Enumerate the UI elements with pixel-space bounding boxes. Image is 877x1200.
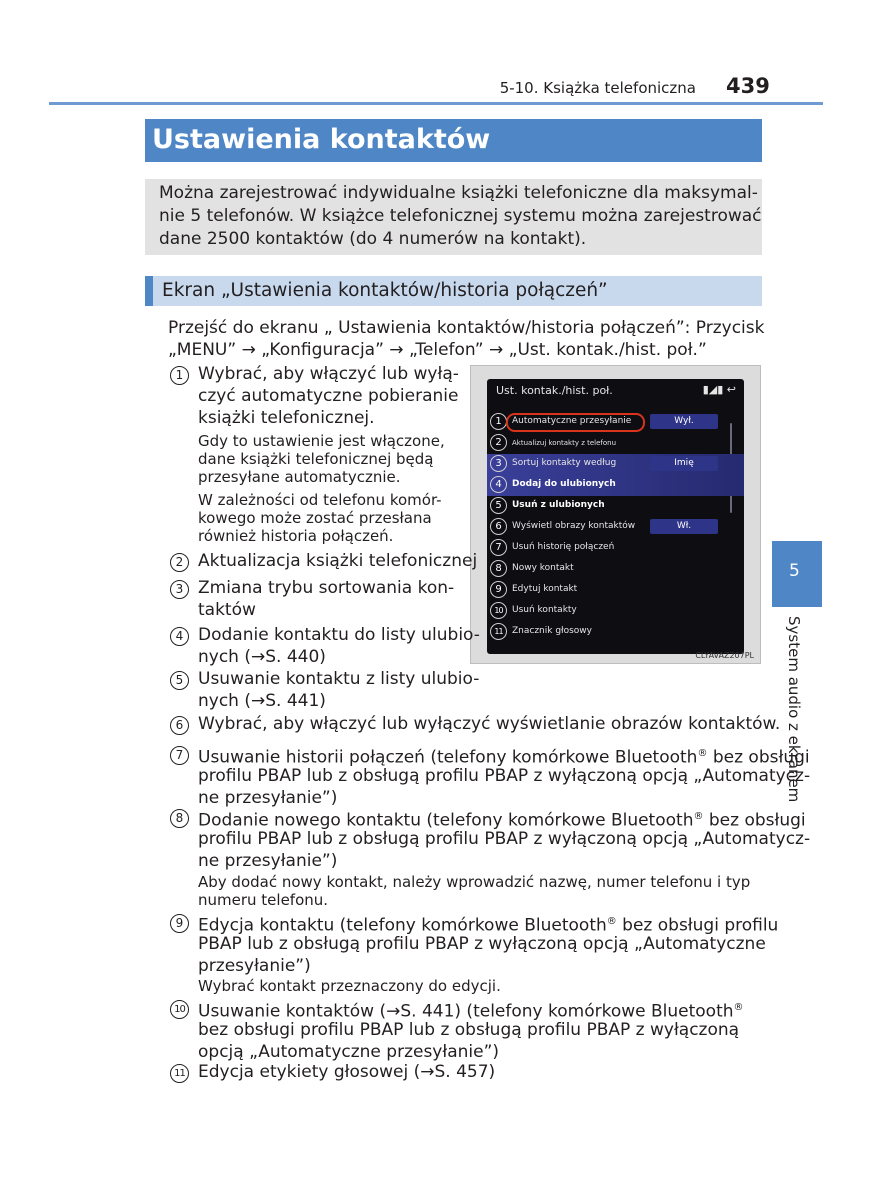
item-note: przesyłane automatycznie. — [198, 468, 401, 486]
item-text: ne przesyłanie”) — [198, 788, 338, 808]
number-badge: 7 — [170, 746, 189, 765]
nav-text: „MENU” → „Konfiguracja” → „Telefon” → „Ust. kontak./hist. poł.” — [168, 340, 707, 360]
menu-item-label: Aktualizuj kontakty z telefonu — [512, 439, 617, 447]
menu-item-edit-contact[interactable] — [487, 580, 744, 601]
item-text: bez obsługi profilu PBAP lub z obsługą profilu PBAP z wyłączoną — [198, 1020, 740, 1040]
item-text-part: bez obsługi — [707, 747, 810, 768]
item-text: Usuwanie kontaktu z listy ulubio- — [198, 669, 480, 689]
header-rule — [49, 102, 823, 105]
menu-item-label: Znacznik głosowy — [512, 626, 592, 636]
number-badge: 11 — [170, 1064, 189, 1083]
item-text — [198, 912, 778, 936]
title-bar — [145, 119, 762, 162]
menu-item-show-photos[interactable] — [487, 517, 744, 538]
item-note: również historia połączeń. — [198, 527, 394, 545]
item-text: czyć automatyczne pobieranie — [198, 386, 459, 406]
item-text-part: Usuwanie historii połączeń (telefony komórkowe Bluetooth — [198, 747, 698, 768]
number-badge: 2 — [490, 434, 507, 451]
item-text-part: bez obsługi — [703, 810, 806, 831]
number-badge: 5 — [170, 671, 189, 690]
item-text: ne przesyłanie”) — [198, 851, 338, 871]
number-badge: 6 — [170, 716, 189, 735]
chapter-label: System audio z ekranem — [785, 616, 803, 803]
chapter-number: 5 — [789, 561, 800, 581]
menu-item-delete-history[interactable] — [487, 538, 744, 559]
menu-item-label: Usuń historię połączeń — [512, 542, 615, 552]
item-note: kowego może zostać przesłana — [198, 509, 432, 527]
item-text: nych (→S. 440) — [198, 647, 326, 667]
number-badge: 4 — [490, 476, 507, 493]
item-text: książki telefonicznej. — [198, 408, 375, 428]
menu-item-label: Nowy kontakt — [512, 563, 574, 573]
menu-item-label: Usuń kontakty — [512, 605, 577, 615]
number-badge: 5 — [490, 497, 507, 514]
setting-value: Wył. — [650, 414, 718, 429]
item-text — [198, 998, 744, 1022]
menu-item-auto-transfer[interactable] — [487, 412, 744, 433]
screen-title: Ust. kontak./hist. poł. — [496, 384, 613, 397]
setting-value: Wł. — [650, 519, 718, 534]
number-badge: 8 — [490, 560, 507, 577]
section-header: 5-10. Książka telefoniczna — [499, 79, 696, 97]
setting-value: Imię — [650, 456, 718, 471]
image-code: CLYAVAZ207PL — [695, 651, 754, 660]
registered-mark: ® — [733, 1002, 744, 1013]
item-text: opcją „Automatyczne przesyłanie”) — [198, 1042, 500, 1062]
item-note: Gdy to ustawienie jest włączone, — [198, 432, 445, 450]
item-text-part: bez obsługi profilu — [616, 915, 779, 936]
item-text-part: Usuwanie kontaktów (→S. 441) (telefony komórkowe Bluetooth — [198, 1001, 734, 1022]
item-note: W zależności od telefonu komór- — [198, 491, 442, 509]
status-icons: ▮◢▮ ↩ — [702, 383, 736, 396]
item-text-part: Edycja kontaktu (telefony komórkowe Bluetooth — [198, 915, 607, 936]
item-note: numeru telefonu. — [198, 891, 329, 909]
item-text: Aktualizacja książki telefonicznej — [198, 551, 478, 571]
page-number: 439 — [726, 74, 770, 98]
menu-item-delete-contacts[interactable] — [487, 601, 744, 622]
number-badge: 7 — [490, 539, 507, 556]
menu-item-add-favorites[interactable] — [487, 475, 744, 496]
number-badge: 1 — [490, 413, 507, 430]
item-text: Wybrać, aby włączyć lub wyłą- — [198, 364, 459, 384]
item-text: nych (→S. 441) — [198, 691, 326, 711]
registered-mark: ® — [606, 916, 617, 927]
item-text: PBAP lub z obsługą profilu PBAP z wyłączoną opcją „Automatyczne — [198, 934, 766, 954]
item-text-part: Dodanie nowego kontaktu (telefony komórkowe Bluetooth — [198, 810, 694, 831]
number-badge: 8 — [170, 809, 189, 828]
nav-text: Przejść do ekranu „ Ustawienia kontaktów/historia połączeń”: Przycisk — [168, 318, 765, 338]
item-text — [198, 744, 810, 768]
item-note: Aby dodać nowy kontakt, należy wprowadzić nazwę, numer telefonu i typ — [198, 873, 751, 891]
item-note: Wybrać kontakt przeznaczony do edycji. — [198, 977, 501, 995]
chapter-tab — [772, 541, 822, 607]
menu-item-label: Edytuj kontakt — [512, 584, 578, 594]
menu-item-voice-tag[interactable] — [487, 622, 744, 643]
number-badge: 10 — [490, 602, 507, 619]
subheading: Ekran „Ustawienia kontaktów/historia połączeń” — [162, 280, 608, 301]
menu-item-remove-favorites[interactable] — [487, 496, 744, 517]
item-text: Wybrać, aby włączyć lub wyłączyć wyświetlanie obrazów kontaktów. — [198, 714, 781, 734]
item-text: Zmiana trybu sortowania kon- — [198, 578, 455, 598]
registered-mark: ® — [693, 811, 704, 822]
subheading-accent — [145, 276, 153, 306]
menu-item-sort-contacts[interactable] — [487, 454, 744, 475]
menu-item-label: Automatyczne przesyłanie — [512, 416, 632, 426]
item-text: profilu PBAP lub z obsługą profilu PBAP z wyłączoną opcją „Automatycz- — [198, 766, 811, 786]
intro-line: Można zarejestrować indywidualne książki telefoniczne dla maksymal- — [159, 183, 758, 203]
screen-image — [470, 365, 761, 664]
number-badge: 10 — [170, 1000, 189, 1019]
number-badge: 6 — [490, 518, 507, 535]
item-note: dane książki telefonicznej będą — [198, 450, 434, 468]
number-badge: 1 — [170, 366, 189, 385]
item-text: przesyłanie”) — [198, 956, 311, 976]
menu-item-label: Wyświetl obrazy kontaktów — [512, 521, 636, 531]
menu-item-label: Dodaj do ulubionych — [512, 479, 616, 489]
subheading-bar — [145, 276, 762, 306]
menu-item-new-contact[interactable] — [487, 559, 744, 580]
number-badge: 9 — [490, 581, 507, 598]
intro-box — [145, 179, 762, 255]
item-text — [198, 807, 806, 831]
number-badge: 3 — [170, 580, 189, 599]
item-text: profilu PBAP lub z obsługą profilu PBAP z wyłączoną opcją „Automatycz- — [198, 829, 811, 849]
intro-line: dane 2500 kontaktów (do 4 numerów na kontakt). — [159, 229, 587, 249]
number-badge: 4 — [170, 627, 189, 646]
registered-mark: ® — [697, 748, 708, 759]
page-title: Ustawienia kontaktów — [152, 124, 491, 155]
intro-line: nie 5 telefonów. W książce telefonicznej systemu można zarejestrować — [159, 206, 762, 226]
item-text: Edycja etykiety głosowej (→S. 457) — [198, 1062, 496, 1082]
item-text: taktów — [198, 600, 256, 620]
number-badge: 3 — [490, 455, 507, 472]
number-badge: 2 — [170, 553, 189, 572]
number-badge: 11 — [490, 623, 507, 640]
menu-item-label: Usuń z ulubionych — [512, 500, 605, 510]
menu-item-label: Sortuj kontakty według — [512, 458, 617, 468]
menu-item-update-contacts[interactable] — [487, 433, 744, 454]
item-text: Dodanie kontaktu do listy ulubio- — [198, 625, 480, 645]
number-badge: 9 — [170, 914, 189, 933]
display-screen — [487, 379, 744, 654]
